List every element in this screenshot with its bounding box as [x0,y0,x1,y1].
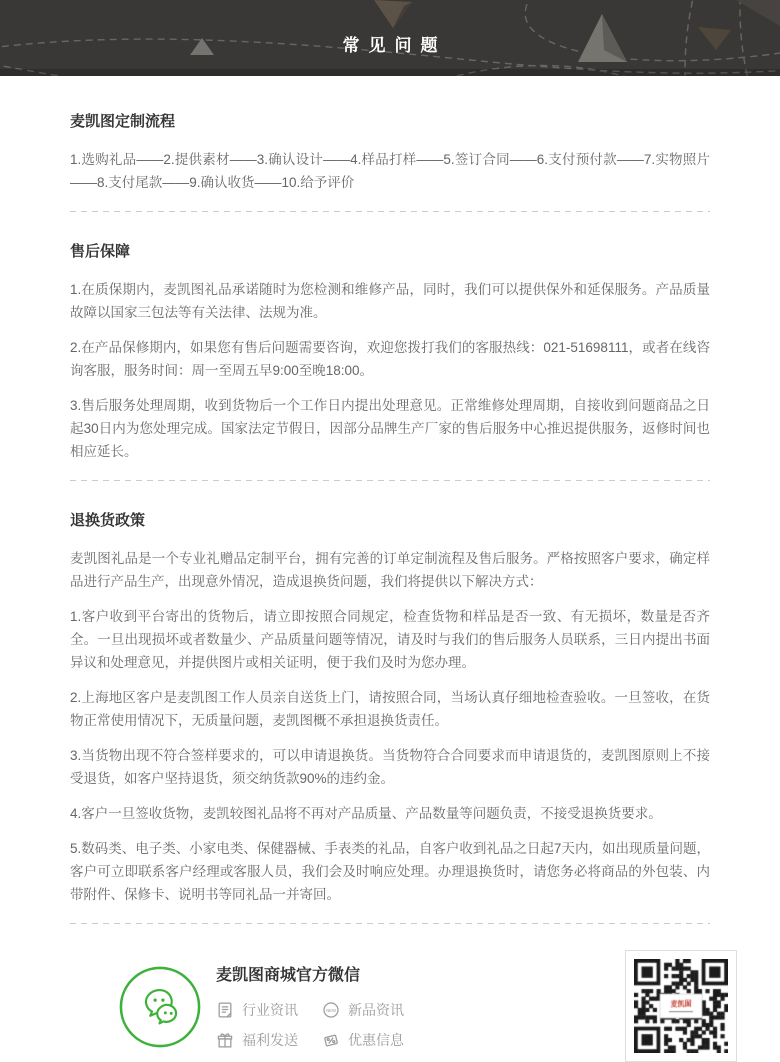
wechat-icon [118,965,202,1049]
feature-item [216,1000,320,1020]
section-after-sales [70,220,710,481]
page-title: 常见问题 [342,36,447,55]
feature-item-label: 新品资讯 [348,1002,404,1018]
paragraph: 4.客户一旦签收货物，麦凯较图礼品将不再对产品质量、产品数量等问题负责，不接受退换货要求。 [70,806,662,821]
wechat-footer [118,950,737,1062]
page-header [0,0,780,76]
section-title: 麦凯图定制流程 [70,113,176,130]
section-return-policy [70,489,710,924]
coupon-icon [322,1031,340,1049]
feature-item-label: 行业资讯 [242,1002,298,1018]
section-title: 售后保障 [70,243,131,260]
section-custom-process [70,76,710,212]
gift-icon [216,1031,234,1049]
dashed-divider [70,923,710,924]
paragraph: 3.当货物出现不符合签样要求的，可以申请退换货。当货物符合合同要求而申请退货的，麦凯图原则上不接受退货，如客户坚持退货，须交纳货款90%的违约金。 [70,748,710,786]
wechat-info-block [216,966,404,1050]
paragraph: 2.在产品保修期内，如果您有售后问题需要咨询，欢迎您拨打我们的客服热线：021-51698111，或者在线咨询客服，服务时间：周一至周五早9:00至晚18:00。 [70,340,710,378]
section-title: 退换货政策 [70,512,146,529]
paragraph: 5.数码类、电子类、小家电类、保健器械、手表类的礼品，自客户收到礼品之日起7天内，如出现质量问题，客户可立即联系客户经理或客服人员，我们会及时响应处理。办理退换货时，请您务必将商品的外包装、内带附件、保修卡、说明书等同礼品一并寄回。 [70,841,710,902]
section-paragraphs [70,148,710,194]
section-paragraphs [70,547,710,906]
paragraph: 麦凯图礼品是一个专业礼赠品定制平台，拥有完善的订单定制流程及售后服务。严格按照客户要求，确定样品进行产品生产，出现意外情况，造成退换货问题，我们将提供以下解决方式： [70,551,710,589]
feature-item [216,1030,320,1050]
wechat-qr-code [625,950,737,1062]
paragraph: 1.在质保期内，麦凯图礼品承诺随时为您检测和维修产品，同时，我们可以提供保外和延保服务。产品质量故障以国家三包法等有关法律、法规为准。 [70,282,710,320]
paragraph: 3.售后服务处理周期，收到货物后一个工作日内提出处理意见。正常维修处理周期，自接收到问题商品之日起30日内为您处理完成。国家法定节假日，因部分品牌生产厂家的售后服务中心推迟提供服务，返修时间也相应延长。 [70,398,710,459]
paragraph: 1.选购礼品——2.提供素材——3.确认设计——4.样品打样——5.签订合同——6.支付预付款——7.实物照片——8.支付尾款——9.确认收货——10.给予评价 [70,152,710,190]
news-doc-icon [216,1001,234,1019]
content-sections [0,76,780,924]
feature-item [322,1000,404,1020]
dashed-divider [70,480,710,481]
paragraph: 2.上海地区客户是麦凯图工作人员亲自送货上门，请按照合同，当场认真仔细地检查验收。一旦签收，在货物正常使用情况下，无质量问题，麦凯图概不承担退换货责任。 [70,690,710,728]
feature-item-label: 福利发送 [242,1032,298,1048]
paragraph: 1.客户收到平台寄出的货物后，请立即按照合同规定，检查货物和样品是否一致、有无损坏，数量是否齐全。一旦出现损坏或者数量少、产品质量问题等情况，请及时与我们的售后服务人员联系，三日内提出书面异议和处理意见，并提供图片或相关证明，便于我们及时为您办理。 [70,609,710,670]
wechat-feature-grid [216,1000,404,1050]
new-badge-icon [322,1001,340,1019]
feature-item [322,1030,404,1050]
svg-text:NEW: NEW [326,1007,336,1013]
dashed-divider [70,211,710,212]
wechat-title: 麦凯图商城官方微信 [216,967,361,984]
feature-item-label: 优惠信息 [348,1032,404,1048]
section-paragraphs [70,278,710,463]
